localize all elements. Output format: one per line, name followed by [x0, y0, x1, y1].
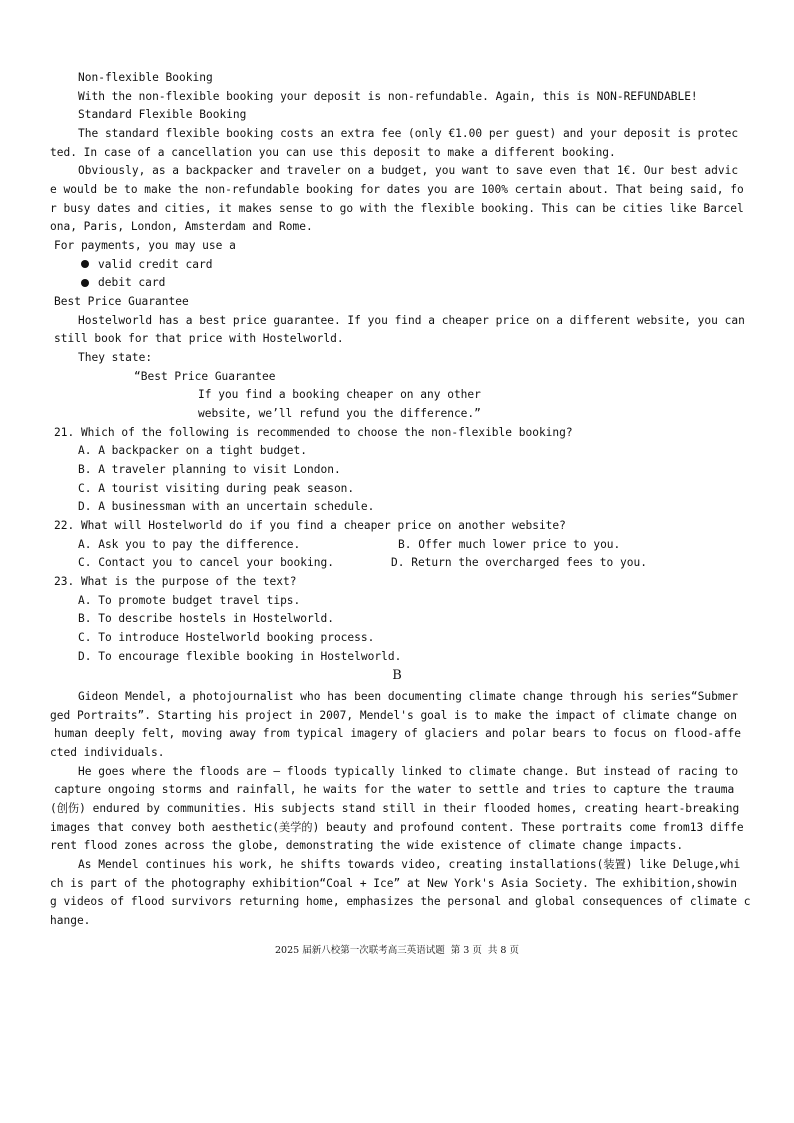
passage-b-line: ged Portraits”. Starting his project in 2007, Mendel's goal is to make the impact of climate change on	[50, 709, 738, 722]
heading-non-flexible-booking: Non-flexible Booking	[78, 71, 213, 84]
question-stem: 21. Which of the following is recommended to choose the non-flexible booking?	[54, 426, 573, 439]
passage-b-line: As Mendel continues his work, he shifts towards video, creating installations(装置) like Deluge,whi	[78, 858, 741, 871]
passage-b-line: cted individuals.	[50, 746, 165, 759]
advice-text-line: e would be to make the non-refundable booking for dates you are 100% certain about. That being said, fo	[50, 183, 744, 196]
question-option: D. Return the overcharged fees to you.	[391, 556, 647, 569]
advice-text-line: Obviously, as a backpacker and traveler on a budget, you want to save even that 1€. Our best advic	[78, 164, 739, 177]
payment-method: debit card	[98, 276, 166, 289]
question-option: C. Contact you to cancel your booking.	[78, 556, 334, 569]
question-option: C. A tourist visiting during peak season.	[78, 482, 355, 495]
passage-b-line: human deeply felt, moving away from typical imagery of glaciers and polar bears to focus on flood-affe	[54, 727, 742, 740]
question-option: A. Ask you to pay the difference.	[78, 538, 301, 551]
question-option: B. Offer much lower price to you.	[398, 538, 621, 551]
question-option: D. A businessman with an uncertain schedule.	[78, 500, 375, 513]
payments-intro: For payments, you may use a	[54, 239, 236, 252]
quote-line: If you find a booking cheaper on any other	[198, 388, 481, 401]
passage-b-line: He goes where the floods are — floods typically linked to climate change. But instead of racing to	[78, 765, 739, 778]
question-option: A. A backpacker on a tight budget.	[78, 444, 308, 457]
best-price-text-line: Hostelworld has a best price guarantee. If you find a cheaper price on a different website, you can	[78, 314, 745, 327]
question-stem: 22. What will Hostelworld do if you find a cheaper price on another website?	[54, 519, 566, 532]
question-option: C. To introduce Hostelworld booking process.	[78, 631, 375, 644]
passage-b-line: capture ongoing storms and rainfall, he waits for the water to settle and tries to capture the trauma	[54, 783, 735, 796]
they-state: They state:	[78, 351, 153, 364]
passage-b-line: Gideon Mendel, a photojournalist who has been documenting climate change through his series“Submer	[78, 690, 739, 703]
page-footer: 2025 届新八校第一次联考高三英语试题 第 3 页 共 8 页	[275, 945, 519, 956]
question-option: B. To describe hostels in Hostelworld.	[78, 612, 334, 625]
question-stem: 23. What is the purpose of the text?	[54, 575, 297, 588]
question-option: B. A traveler planning to visit London.	[78, 463, 341, 476]
passage-b-line: g videos of flood survivors returning home, emphasizes the personal and global consequences of climate c	[50, 895, 751, 908]
passage-b-line: images that convey both aesthetic(美学的) beauty and profound content. These portraits come from13 diffe	[50, 821, 744, 834]
passage-b-line: ch is part of the photography exhibition“Coal + Ice” at New York's Asia Society. The exhibition,showin	[50, 877, 738, 890]
bullet-icon	[81, 279, 89, 287]
non-flexible-text: With the non-flexible booking your deposit is non-refundable. Again, this is NON-REFUNDABLE!	[78, 90, 698, 103]
advice-text-line: r busy dates and cities, it makes sense to go with the flexible booking. This can be cities like Barcel	[50, 202, 744, 215]
standard-text-line: ted. In case of a cancellation you can use this deposit to make a different booking.	[50, 146, 616, 159]
heading-standard-flexible-booking: Standard Flexible Booking	[78, 108, 247, 121]
standard-text-line: The standard flexible booking costs an extra fee (only €1.00 per guest) and your deposit is protec	[78, 127, 739, 140]
question-option: A. To promote budget travel tips.	[78, 594, 301, 607]
quote-line: website, we’ll refund you the difference.”	[198, 407, 481, 420]
section-letter: B	[392, 668, 402, 683]
quote-title: “Best Price Guarantee	[134, 370, 276, 383]
passage-b-line: rent flood zones across the globe, demonstrating the wide existence of climate change impacts.	[50, 839, 684, 852]
advice-text-line: ona, Paris, London, Amsterdam and Rome.	[50, 220, 313, 233]
payment-method: valid credit card	[98, 258, 213, 271]
bullet-icon	[81, 260, 89, 268]
passage-b-line: (创伤) endured by communities. His subjects stand still in their flooded homes, creating heart-breaking	[50, 802, 740, 815]
passage-b-line: hange.	[50, 914, 91, 927]
question-option: D. To encourage flexible booking in Hostelworld.	[78, 650, 402, 663]
heading-best-price-guarantee: Best Price Guarantee	[54, 295, 189, 308]
best-price-text-line: still book for that price with Hostelworld.	[54, 332, 344, 345]
